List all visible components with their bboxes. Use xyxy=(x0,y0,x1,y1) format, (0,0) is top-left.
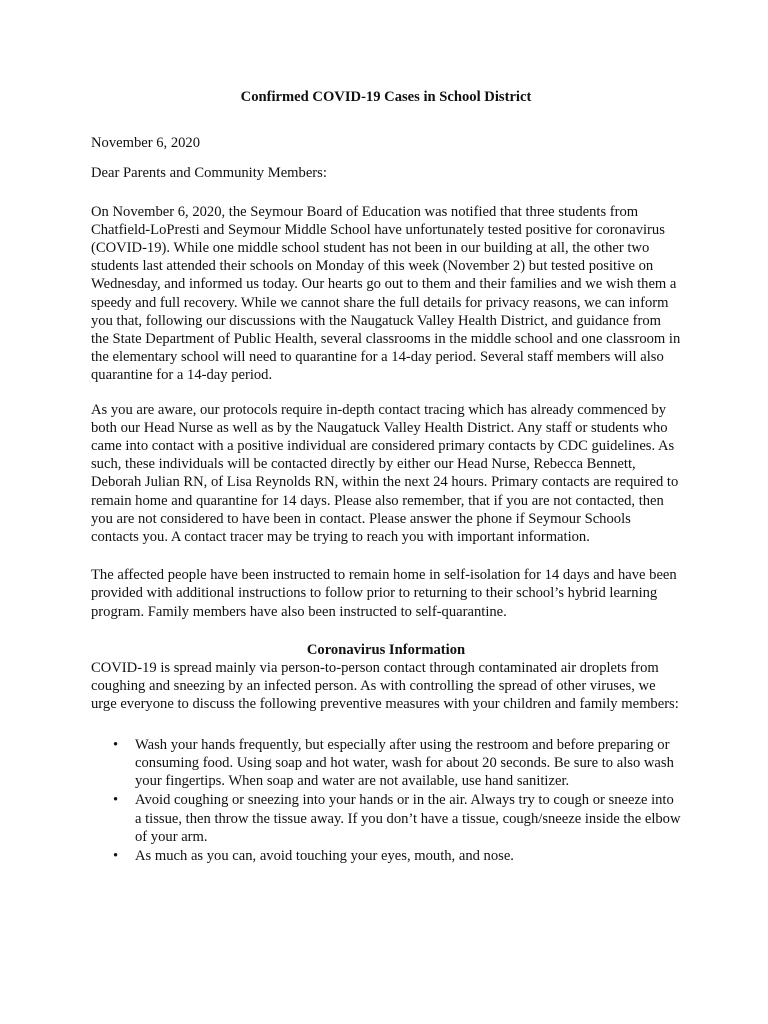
list-item xyxy=(91,847,681,865)
list-item-text: Wash your hands frequently, but especially after using the restroom and before preparing or consuming food. Using soap and hot water, wash for about 20 seconds. Be sure to also wash your fingertips. When soap and water are not available, use hand sanitizer. xyxy=(135,736,674,790)
paragraph-contact-tracing: As you are aware, our protocols require in-depth contact tracing which has already commenced by both our Head Nurse as well as by the Naugatuck Valley Health District. Any staff or students who came into contact with a positive individual are considered primary contacts by CDC guidelines. As such, these individuals will be contacted directly by either our Head Nurse, Rebecca Bennett, Deborah Julian RN, of Lisa Reynolds RN, within the next 24 hours. Primary contacts are required to remain home and quarantine for 14 days. Please also remember, that if you are not contacted, then you are not considered to have been in contact. Please answer the phone if Seymour Schools contacts you. A contact tracer may be trying to reach you with important information. xyxy=(91,401,679,546)
letter-date: November 6, 2020 xyxy=(91,135,201,152)
list-item xyxy=(91,736,681,791)
list-item-text: As much as you can, avoid touching your eyes, mouth, and nose. xyxy=(135,847,514,864)
document-body xyxy=(91,88,681,866)
paragraph-notification: On November 6, 2020, the Seymour Board of Education was notified that three students from Chatfield-LoPresti and Seymour Middle School have unfortunately tested positive for coronavirus (COVID-19). While one middle school student has not been in our building at all, the other two students last attended their schools on Monday of this week (November 2) but tested positive on Wednesday, and informed us today. Our hearts go out to them and their families and we wish them a speedy and full recovery. While we cannot share the full details for privacy reasons, we can inform you that, following our discussions with the Naugatuck Valley Health District, and guidance from the State Department of Public Health, several classrooms in the middle school and one classroom in the elementary school will need to quarantine for a 14-day period. Several staff members will also quarantine for a 14-day period. xyxy=(91,203,681,384)
document-title: Confirmed COVID-19 Cases in School District xyxy=(240,89,532,105)
preventive-measures-list xyxy=(91,736,681,865)
paragraph-self-isolation: The affected people have been instructed to remain home in self-isolation for 14 days and have been provided with additional instructions to follow prior to returning to their school’s hybrid learning program. Family members have also been instructed to self-quarantine. xyxy=(91,567,677,620)
bullet-icon: • xyxy=(113,792,119,809)
list-item xyxy=(91,791,681,846)
bullet-icon: • xyxy=(113,847,119,864)
list-item-text: Avoid coughing or sneezing into your hands or in the air. Always try to cough or sneeze into a tissue, then throw the tissue away. If you don’t have a tissue, cough/sneeze inside the elbow of your arm. xyxy=(135,792,681,845)
bullet-icon: • xyxy=(113,736,119,753)
section-heading: Coronavirus Information xyxy=(306,641,466,658)
letter-salutation: Dear Parents and Community Members: xyxy=(91,165,327,182)
section-intro: COVID-19 is spread mainly via person-to-person contact through contaminated air droplets from coughing and sneezing by an infected person. As with controlling the spread of other viruses, we urge everyone to discuss the following preventive measures with your children and family members: xyxy=(91,660,679,713)
